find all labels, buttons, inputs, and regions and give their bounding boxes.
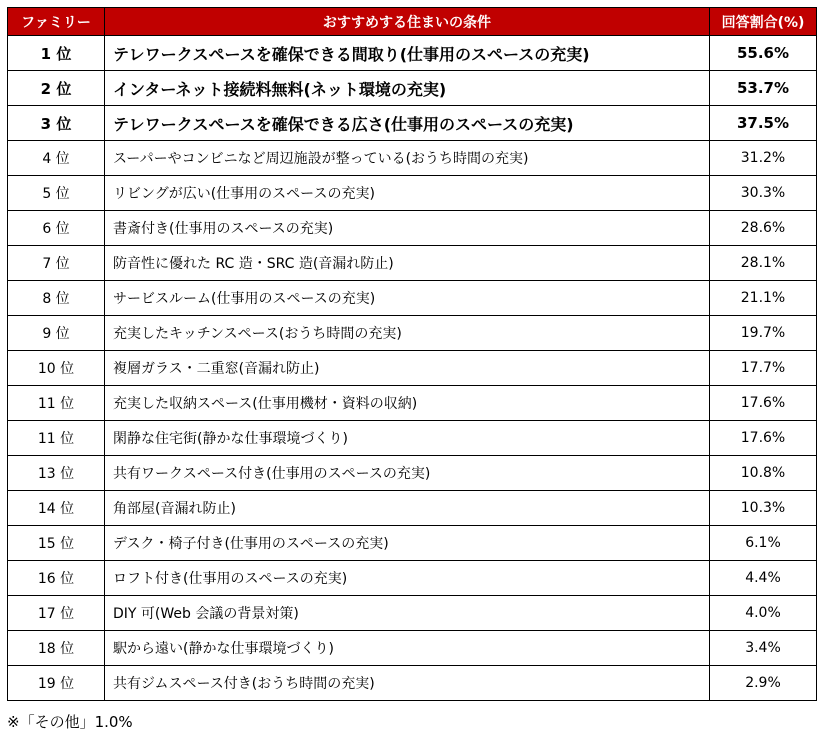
table-row	[8, 211, 817, 246]
condition-cell: DIY 可(Web 会議の背景対策)	[105, 596, 710, 631]
condition-cell: ロフト付き(仕事用のスペースの充実)	[105, 561, 710, 596]
percent-cell: 17.6%	[710, 386, 817, 421]
table-row	[8, 71, 817, 106]
condition-cell: インターネット接続料無料(ネット環境の充実)	[105, 71, 710, 106]
rank-cell: 11 位	[8, 386, 105, 421]
table-row	[8, 316, 817, 351]
percent-cell: 30.3%	[710, 176, 817, 211]
condition-cell: 充実したキッチンスペース(おうち時間の充実)	[105, 316, 710, 351]
table-row	[8, 176, 817, 211]
percent-cell: 3.4%	[710, 631, 817, 666]
percent-cell: 37.5%	[710, 106, 817, 141]
header-rank: ファミリー	[8, 8, 105, 36]
condition-cell: テレワークスペースを確保できる間取り(仕事用のスペースの充実)	[105, 36, 710, 71]
percent-cell: 6.1%	[710, 526, 817, 561]
rank-cell: 19 位	[8, 666, 105, 701]
percent-cell: 17.7%	[710, 351, 817, 386]
percent-cell: 2.9%	[710, 666, 817, 701]
rank-cell: 9 位	[8, 316, 105, 351]
rank-cell: 11 位	[8, 421, 105, 456]
table-row	[8, 491, 817, 526]
table-row	[8, 666, 817, 701]
rank-cell: 6 位	[8, 211, 105, 246]
table-row	[8, 561, 817, 596]
condition-cell: テレワークスペースを確保できる広さ(仕事用のスペースの充実)	[105, 106, 710, 141]
percent-cell: 17.6%	[710, 421, 817, 456]
percent-cell: 55.6%	[710, 36, 817, 71]
condition-cell: 充実した収納スペース(仕事用機材・資料の収納)	[105, 386, 710, 421]
rank-cell: 1 位	[8, 36, 105, 71]
rank-cell: 10 位	[8, 351, 105, 386]
table-row	[8, 526, 817, 561]
table-row	[8, 141, 817, 176]
condition-cell: 共有ジムスペース付き(おうち時間の充実)	[105, 666, 710, 701]
condition-cell: 書斎付き(仕事用のスペースの充実)	[105, 211, 710, 246]
condition-cell: 防音性に優れた RC 造・SRC 造(音漏れ防止)	[105, 246, 710, 281]
table-row	[8, 421, 817, 456]
table-row	[8, 246, 817, 281]
percent-cell: 53.7%	[710, 71, 817, 106]
condition-cell: リビングが広い(仕事用のスペースの充実)	[105, 176, 710, 211]
percent-cell: 4.0%	[710, 596, 817, 631]
rank-cell: 5 位	[8, 176, 105, 211]
percent-cell: 10.3%	[710, 491, 817, 526]
rank-cell: 18 位	[8, 631, 105, 666]
condition-cell: スーパーやコンビニなど周辺施設が整っている(おうち時間の充実)	[105, 141, 710, 176]
rank-cell: 17 位	[8, 596, 105, 631]
rank-cell: 7 位	[8, 246, 105, 281]
header-condition: おすすめする住まいの条件	[105, 8, 710, 36]
table-row	[8, 36, 817, 71]
percent-cell: 31.2%	[710, 141, 817, 176]
footnote: ※「その他」1.0%	[7, 713, 133, 731]
table-row	[8, 456, 817, 491]
ranking-table	[7, 7, 817, 701]
header-percent: 回答割合(%)	[710, 8, 817, 36]
table-header-row	[8, 8, 817, 36]
condition-cell: 駅から遠い(静かな仕事環境づくり)	[105, 631, 710, 666]
table-body	[8, 36, 817, 701]
table-row	[8, 631, 817, 666]
rank-cell: 13 位	[8, 456, 105, 491]
percent-cell: 21.1%	[710, 281, 817, 316]
table-row	[8, 386, 817, 421]
table-row	[8, 106, 817, 141]
rank-cell: 15 位	[8, 526, 105, 561]
percent-cell: 4.4%	[710, 561, 817, 596]
condition-cell: 複層ガラス・二重窓(音漏れ防止)	[105, 351, 710, 386]
percent-cell: 28.1%	[710, 246, 817, 281]
table-row	[8, 281, 817, 316]
table-row	[8, 596, 817, 631]
condition-cell: 閑静な住宅街(静かな仕事環境づくり)	[105, 421, 710, 456]
rank-cell: 4 位	[8, 141, 105, 176]
rank-cell: 2 位	[8, 71, 105, 106]
condition-cell: 角部屋(音漏れ防止)	[105, 491, 710, 526]
rank-cell: 16 位	[8, 561, 105, 596]
ranking-table-container	[7, 7, 816, 701]
condition-cell: サービスルーム(仕事用のスペースの充実)	[105, 281, 710, 316]
rank-cell: 8 位	[8, 281, 105, 316]
condition-cell: 共有ワークスペース付き(仕事用のスペースの充実)	[105, 456, 710, 491]
percent-cell: 10.8%	[710, 456, 817, 491]
percent-cell: 19.7%	[710, 316, 817, 351]
condition-cell: デスク・椅子付き(仕事用のスペースの充実)	[105, 526, 710, 561]
rank-cell: 14 位	[8, 491, 105, 526]
percent-cell: 28.6%	[710, 211, 817, 246]
rank-cell: 3 位	[8, 106, 105, 141]
table-row	[8, 351, 817, 386]
